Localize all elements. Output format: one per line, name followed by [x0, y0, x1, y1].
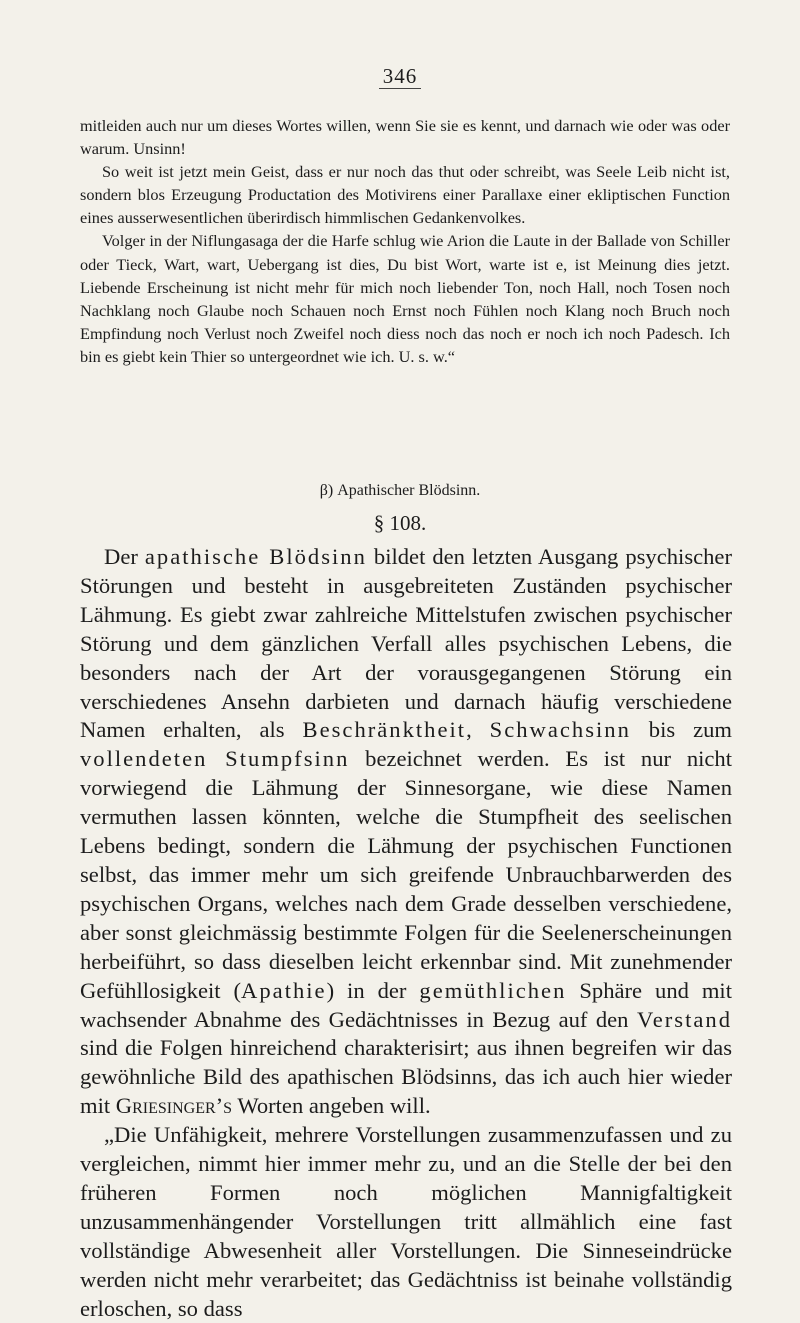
emphasized-term: Schwachsinn — [489, 717, 631, 743]
quoted-text-block — [80, 114, 730, 368]
quote-paragraph: Volger in der Niflungasaga der die Harfe schlug wie Arion die Laute in der Ballade von Schiller oder Tieck, Wart, wart, Uebergang ist dies, Du bist Wort, warte ist e, ist Meinung dies jetzt. Liebende Erscheinung ist nicht mehr für mich noch liebender Ton, noch Hall, noch Tosen noch Nachklang noch Glaube noch Schauen noch Ernst noch Fühlen noch Klang noch Bruch noch Empfindung noch Verlust noch Zweifel noch diess noch das noch er noch ich noch Padesch. Ich bin es giebt kein Thier so untergeordnet wie ich. U. s. w.“ — [80, 231, 730, 366]
author-name: Griesinger’s — [115, 1093, 233, 1119]
emphasized-term: Beschränktheit — [302, 717, 467, 743]
emphasized-term: Verstand — [636, 1006, 732, 1032]
emphasized-term: apathische Blödsinn — [144, 544, 367, 569]
emphasized-term: gemüthlichen — [419, 977, 567, 1003]
page-number: 346 — [0, 64, 800, 89]
quote-paragraph: So weit ist jetzt mein Geist, dass er nur noch das thut oder schreibt, was Seele Leib nicht ist, sondern blos Erzeugung Productation des Motivirens einer Parallaxe einer ekliptischen Function eines ausserwesentlichen überirdisch himmlischen Gedankenvolkes. — [80, 162, 730, 228]
body-paragraph: „Die Unfähigkeit, mehrere Vorstellungen zusammenzufassen und zu vergleichen, nimmt hier immer mehr zu, und an die Stelle der bei den früheren Formen noch möglichen Mannigfaltigkeit unzusammenhängender Vorstellungen tritt allmählich eine fast vollständige Abwesenheit aller Vorstellungen. Die Sinneseindrücke werden nicht mehr verarbeitet; das Gedächtniss ist beinahe vollständig erloschen, so dass — [80, 1122, 732, 1321]
emphasized-term: vollendeten Stumpfsinn — [80, 746, 350, 772]
quote-paragraph: mitleiden auch nur um dieses Wortes willen, wenn Sie sie es kennt, und darnach wie oder was oder warum. Unsinn! — [80, 116, 730, 159]
emphasized-term: Apathie — [241, 977, 327, 1003]
body-paragraph: Der apathische Blödsinn bildet den letzten Ausgang psychischer Störungen und besteht in ausgebreiteten Zuständen psychischer Lähmung. Es giebt zwar zahlreiche Mittelstufen zwischen psychischer Störung und dem gänzlichen Verfall alles psychischen Lebens, die besonders nach der Art der vorausgegangenen Störung ein verschiedenes Ansehn darbieten und darnach häufig verschiedene Namen erhalten, als Beschränktheit, Schwachsinn bis zum vollendeten Stumpfsinn bezeichnet werden. Es ist nur nicht vorwiegend die Lähmung der Sinnesorgane, wie diese Namen vermuthen lassen könnten, welche die Stumpfheit des seelischen Lebens bedingt, sondern die Lähmung der psychischen Functionen selbst, das immer mehr um sich greifende Unbrauchbarwerden des psychischen Organs, welches nach dem Grade desselben verschiedene, aber sonst gleichmässig bestimmte Folgen für die Seelenerscheinungen herbeiführt, so dass dieselben leicht erkennbar sind. Mit zunehmender Gefühllosigkeit (Apathie) in der gemüthlichen Sphäre und mit wachsender Abnahme des Gedächtnisses in Bezug auf den Verstand sind die Folgen hinreichend charakterisirt; aus ihnen begreifen wir das gewöhnliche Bild des apathischen Blödsinns, das ich auch hier wieder mit Griesinger’s Worten angeben will. — [80, 544, 732, 1119]
subsection-heading: β) Apathischer Blödsinn. — [319, 482, 481, 499]
body-text — [80, 543, 732, 1323]
section-number: § 108. — [373, 511, 427, 535]
